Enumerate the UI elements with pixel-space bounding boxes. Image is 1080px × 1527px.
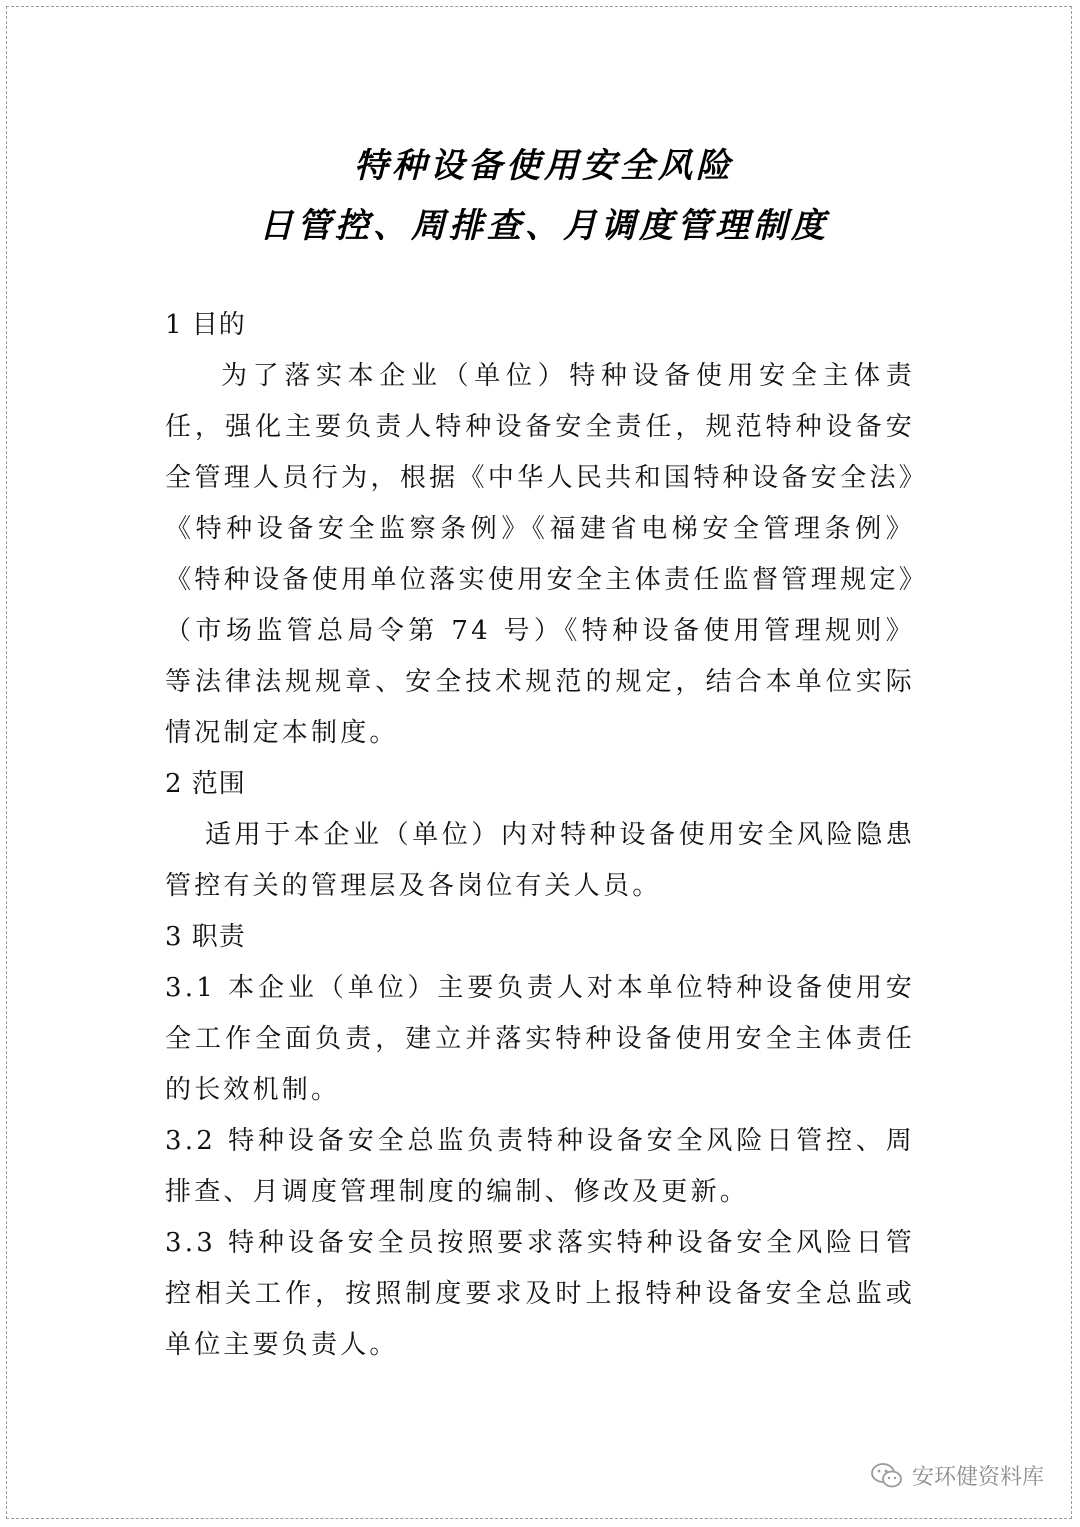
section-1-heading: 1 目的 [165,310,246,340]
watermark [870,1460,1044,1491]
section-1-paragraph: 为了落实本企业（单位）特种设备使用安全主体责任，强化主要负责人特种设备安全责任，规范特种设备安全管理人员行为，根据《中华人民共和国特种设备安全法》《特种设备安全监察条例》《福建省电梯安全管理条例》《特种设备使用单位落实使用安全主体责任监督管理规定》（市场监管总局令第 74 号）《特种设备使用管理规则》等法律法规规章、安全技术规范的规定，结合本单位实际情况制定本制度。 [165,361,915,748]
document-body [165,300,915,1371]
section-3-1-paragraph: 3.1 本企业（单位）主要负责人对本单位特种设备使用安全工作全面负责，建立并落实特种设备使用安全主体责任的长效机制。 [165,973,915,1105]
document-title [0,136,1080,256]
wechat-icon [870,1462,904,1490]
section-3-heading: 3 职责 [165,922,246,952]
title-line-2: 日管控、周排查、月调度管理制度 [259,206,829,246]
section-2-paragraph: 适用于本企业（单位）内对特种设备使用安全风险隐患管控有关的管理层及各岗位有关人员。 [165,820,915,901]
watermark-text: 安环健资料库 [911,1465,1044,1490]
section-3-3-paragraph: 3.3 特种设备安全员按照要求落实特种设备安全风险日管控相关工作，按照制度要求及时上报特种设备安全总监或单位主要负责人。 [165,1228,915,1360]
title-line-1: 特种设备使用安全风险 [354,146,734,186]
section-2-heading: 2 范围 [165,769,246,799]
section-3-2-paragraph: 3.2 特种设备安全总监负责特种设备安全风险日管控、周排查、月调度管理制度的编制、修改及更新。 [165,1126,915,1207]
